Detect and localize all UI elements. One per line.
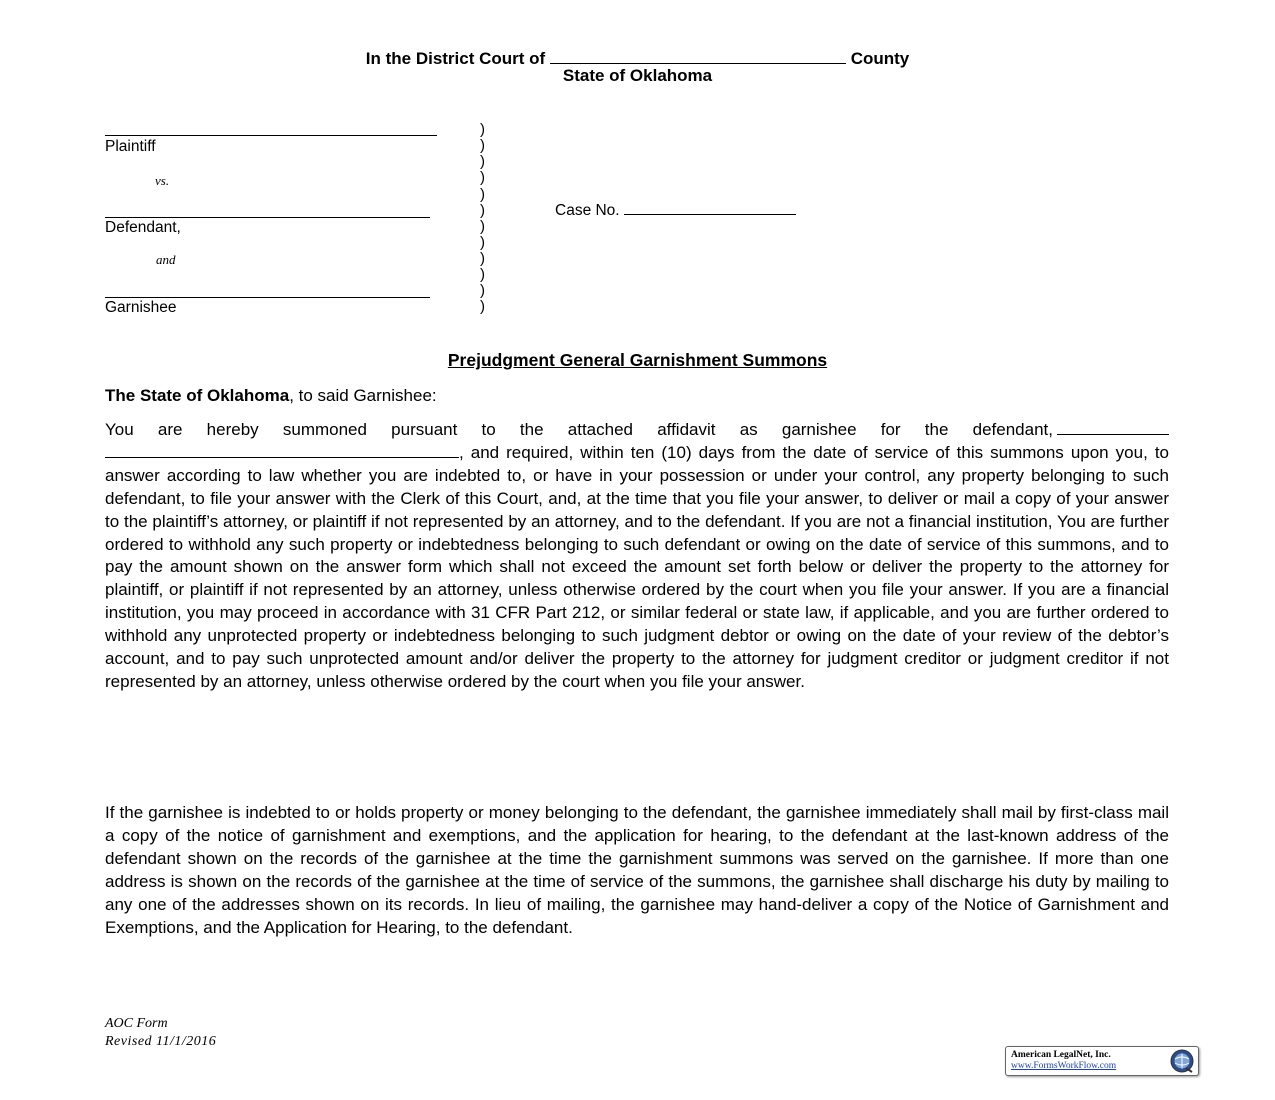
caption-divider: ): [480, 250, 485, 267]
case-no-blank[interactable]: [624, 202, 796, 215]
document-title: Prejudgment General Garnishment Summons: [447, 350, 828, 370]
garnishee-label: Garnishee: [105, 299, 177, 316]
caption-divider: ): [480, 169, 485, 186]
summons-paragraph: [105, 419, 1169, 694]
caption-divider: ): [480, 266, 485, 283]
defendant-name-blank-2[interactable]: [105, 443, 459, 458]
logo-url[interactable]: www.FormsWorkFlow.com: [1011, 1061, 1117, 1071]
caption-divider: ): [480, 218, 485, 235]
salutation: [105, 386, 437, 406]
caption-divider: ): [480, 282, 485, 299]
defendant-label: Defendant,: [105, 219, 181, 236]
garnishee-duty-paragraph: If the garnishee is indebted to or holds property or money belonging to the defendant, the garnishee immediately shall mail by first-class mail a copy of the notice of garnishment and exemptions, and the application for hearing, to the defendant at the last-known address of the defendant shown on the records of the garnishee at the time the garnishment summons was served on the garnishee. If more than one address is shown on the records of the garnishee at the time of service of the summons, the garnishee shall discharge his duty by mailing to any one of the addresses shown on its records. In lieu of mailing, the garnishee may hand-deliver a copy of the Notice of Garnishment and Exemptions, and the Application for Hearing, to the defendant.: [105, 803, 1169, 937]
paragraph1-lead: You are hereby summoned pursuant to the attached affidavit as garnishee for the defendant,: [105, 420, 1053, 439]
caption-divider: ): [480, 202, 485, 219]
caption-divider: ): [480, 153, 485, 170]
vs-label: vs.: [155, 173, 170, 188]
court-prefix: In the District Court of: [365, 49, 546, 68]
form-label: AOC Form: [105, 1016, 168, 1031]
plaintiff-blank[interactable]: [105, 135, 437, 136]
logo-company: American LegalNet, Inc.: [1011, 1050, 1111, 1060]
case-no-label: Case No.: [555, 202, 620, 219]
caption-divider: ): [480, 186, 485, 203]
legalnet-logo[interactable]: [1005, 1046, 1199, 1076]
county-blank[interactable]: [550, 50, 846, 64]
court-suffix: County: [850, 49, 910, 68]
caption-divider: ): [480, 298, 485, 315]
salutation-rest: , to said Garnishee:: [289, 386, 437, 405]
plaintiff-label: Plaintiff: [105, 138, 156, 155]
garnishee-blank[interactable]: [105, 297, 430, 298]
caption-divider: ): [480, 234, 485, 251]
paragraph1-body: , and required, within ten (10) days from the date of service of this summons upon you, to answer according to law whether you are indebted to, or have in your possession or under your control, any property belonging to such defendant, to file your answer with the Clerk of this Court, and, at the time that you file your answer, to deliver or mail a copy of your answer to the plaintiff’s attorney, or plaintiff if not represented by an attorney, and to the defendant. If you are not a financial institution, You are further ordered to withhold any such property or indebtedness belonging to such defendant or owing on the date of service of this summons, and to pay the amount shown on the answer form which shall not exceed the amount set forth below or deliver the property to the attorney for plaintiff, or plaintiff if not represented by an attorney, unless otherwise ordered by the court when you file your answer. If you are a financial institution, you may proceed in accordance with 31 CFR Part 212, or similar federal or state law, if applicable, and you are further ordered to withhold any unprotected property or indebtedness belonging to such judgment debtor or owing on the date of your review of the debtor’s account, and to pay such unprotected amount and/or deliver the property to the attorney for judgment creditor or judgment creditor if not represented by an attorney, unless otherwise ordered by the court when you file your answer.: [105, 442, 1169, 691]
globe-icon: [1170, 1049, 1194, 1073]
defendant-name-blank[interactable]: [1057, 420, 1169, 435]
caption-divider: ): [480, 137, 485, 154]
salutation-bold: The State of Oklahoma: [105, 386, 290, 405]
caption-divider: ): [480, 121, 485, 138]
and-label: and: [156, 252, 176, 267]
defendant-blank[interactable]: [105, 217, 430, 218]
state-line: State of Oklahoma: [562, 66, 713, 85]
case-number: [555, 202, 796, 220]
revised-date: Revised 11/1/2016: [105, 1034, 217, 1049]
